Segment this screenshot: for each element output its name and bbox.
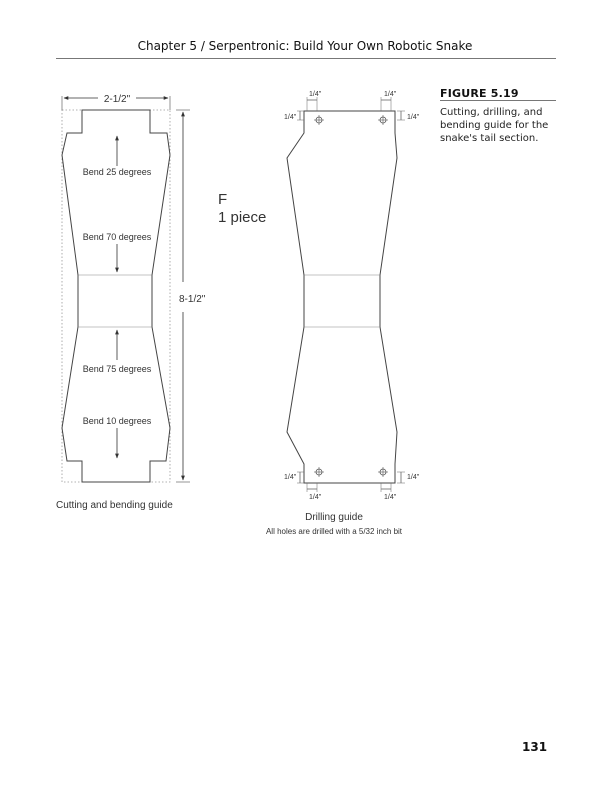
bend-label-4: Bend 10 degrees — [82, 416, 152, 426]
dim-side-bottom-left: 1/4" — [284, 474, 297, 481]
dim-side-top-right: 1/4" — [407, 114, 420, 121]
bend-label-2: Bend 70 degrees — [82, 232, 152, 242]
running-header: Chapter 5 / Serpentronic: Build Your Own Robotic Snake — [137, 39, 473, 53]
cutting-guide — [56, 94, 206, 511]
dim-bottom-left: 1/4" — [309, 494, 322, 501]
figure-caption: Cutting, drilling, and bending guide for the snake's tail section. — [440, 107, 549, 144]
part-letter: F — [218, 191, 228, 208]
bend-label-1: Bend 25 degrees — [82, 167, 152, 177]
width-label: 2-1/2" — [103, 94, 131, 105]
cutting-guide-caption: Cutting and bending guide — [56, 500, 173, 511]
drill-hole-top-left — [314, 115, 324, 125]
drill-hole-top-right — [378, 115, 388, 125]
part-count: 1 piece — [218, 209, 267, 226]
height-label: 8-1/2" — [179, 294, 206, 305]
page-number: 131 — [522, 740, 548, 754]
dim-side-top-left: 1/4" — [284, 114, 297, 121]
bend-label-3: Bend 75 degrees — [82, 364, 152, 374]
drill-hole-bottom-left — [314, 467, 324, 477]
cutting-outline — [62, 110, 170, 482]
figure-number: FIGURE 5.19 — [440, 87, 519, 100]
drill-hole-bottom-right — [378, 467, 388, 477]
dim-top-right: 1/4" — [384, 91, 397, 98]
drilling-outline — [287, 111, 397, 483]
drilling-guide-note: All holes are drilled with a 5/32 inch bit — [265, 527, 403, 536]
dim-side-bottom-right: 1/4" — [407, 474, 420, 481]
drilling-guide — [266, 91, 420, 536]
drilling-guide-caption: Drilling guide — [305, 512, 363, 523]
dim-bottom-right: 1/4" — [384, 494, 397, 501]
dim-top-left: 1/4" — [309, 91, 322, 98]
